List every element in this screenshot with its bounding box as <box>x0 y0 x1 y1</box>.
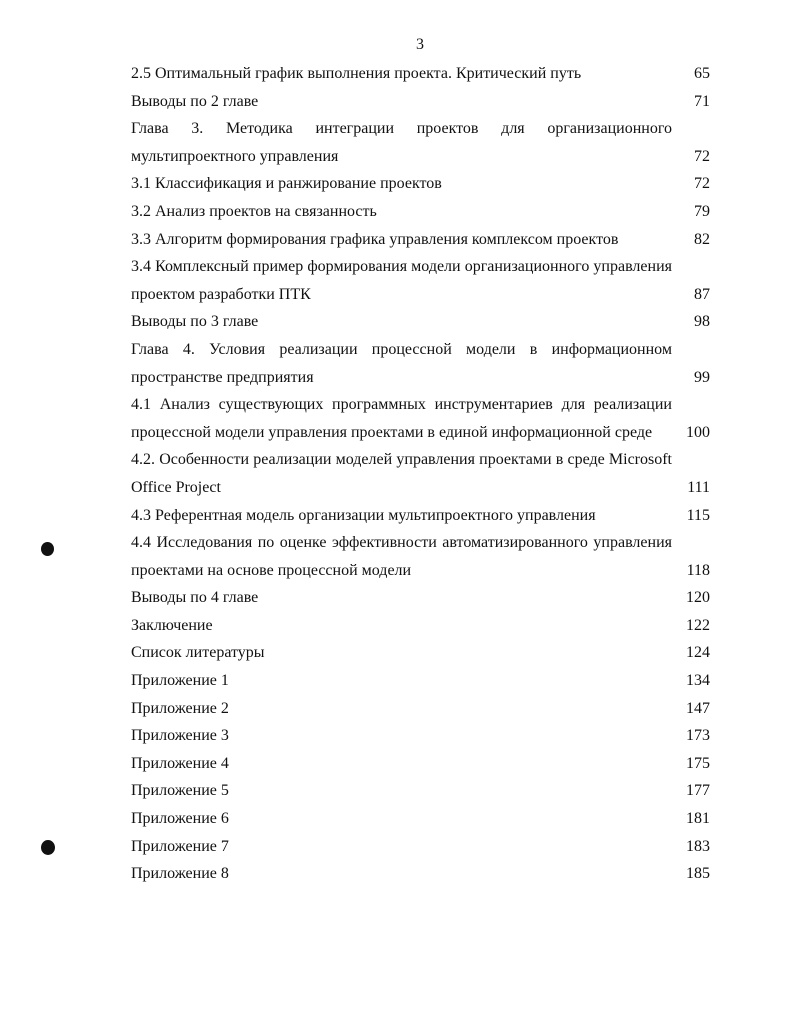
toc-entry-title: Приложение 1 <box>131 672 229 690</box>
toc-entry-page: 71 <box>694 92 710 110</box>
toc-entry-page: 183 <box>686 837 710 855</box>
toc-entry-page: 120 <box>686 589 710 607</box>
toc-entry <box>131 667 710 695</box>
toc-entry-page: 87 <box>694 285 710 303</box>
toc-entry <box>131 833 710 861</box>
toc-entry-title: Заключение <box>131 616 213 634</box>
toc-entry-title: 4.3 Референтная модель организации мультипроектного управления <box>131 506 596 524</box>
scan-hole-mark <box>41 840 55 855</box>
toc-entry <box>131 253 710 308</box>
toc-entry-page: 175 <box>686 754 710 772</box>
toc-entry-page: 72 <box>694 147 710 165</box>
toc-entry-page: 111 <box>687 478 710 496</box>
toc-entry <box>131 226 710 254</box>
toc-entry <box>131 391 710 446</box>
toc-entry <box>131 446 710 501</box>
toc-entry-title: Приложение 8 <box>131 865 229 883</box>
toc-entry <box>131 722 710 750</box>
toc-entry-title: Приложение 4 <box>131 754 229 772</box>
toc-entry-title: Выводы по 2 главе <box>131 92 259 110</box>
toc-entry <box>131 60 710 88</box>
toc-entry-title: 2.5 Оптимальный график выполнения проекта. Критический путь <box>131 65 582 82</box>
toc-entry <box>131 529 710 584</box>
toc-entry-page: 147 <box>686 699 710 717</box>
toc-entry <box>131 612 710 640</box>
toc-entry-title: Приложение 7 <box>131 837 229 855</box>
toc-entry-title: 4.2. Особенности реализации моделей управления проектами в среде Microsoft Office Project <box>131 451 672 496</box>
toc-entry-page: 122 <box>686 616 710 634</box>
toc-entry-title: 4.4 Исследования по оценке эффективности автоматизированного управления проектами на основе процессной модели <box>131 534 672 579</box>
toc-entry-page: 177 <box>686 782 710 800</box>
toc-entry-page: 82 <box>694 230 710 248</box>
scan-hole-mark <box>41 542 54 556</box>
toc-entry <box>131 336 710 391</box>
toc-entry-title: 3.2 Анализ проектов на связанность <box>131 202 377 220</box>
toc-entry-page: 79 <box>694 202 710 220</box>
table-of-contents <box>131 60 710 888</box>
toc-entry-page: 115 <box>686 506 710 524</box>
toc-entry-page: 118 <box>686 561 710 579</box>
toc-entry-page: 134 <box>686 672 710 690</box>
toc-entry <box>131 584 710 612</box>
page-number: 3 <box>416 36 424 53</box>
toc-entry-title: Глава 3. Методика интеграции проектов для организационного мультипроектного управления <box>131 120 672 165</box>
toc-entry <box>131 115 710 170</box>
toc-entry <box>131 805 710 833</box>
toc-entry-title: Приложение 5 <box>131 782 229 800</box>
toc-entry <box>131 750 710 778</box>
toc-entry <box>131 308 710 336</box>
toc-entry-title: 4.1 Анализ существующих программных инструментариев для реализации процессной модели управления проектами в единой информационной среде <box>131 396 672 441</box>
toc-entry-title: Глава 4. Условия реализации процессной модели в информационном пространстве предприятия <box>131 340 672 386</box>
toc-entry-title: Приложение 3 <box>131 727 229 745</box>
toc-entry-title: Приложение 2 <box>131 699 229 717</box>
toc-entry-title: 3.3 Алгоритм формирования графика управления комплексом проектов <box>131 230 619 248</box>
toc-entry-page: 98 <box>694 313 710 331</box>
toc-entry-title: 3.1 Классификация и ранжирование проектов <box>131 175 442 193</box>
toc-entry <box>131 198 710 226</box>
toc-entry-title: Список литературы <box>131 644 265 662</box>
toc-entry <box>131 88 710 116</box>
toc-entry-page: 72 <box>694 175 710 193</box>
toc-entry-page: 181 <box>686 810 710 828</box>
toc-entry <box>131 860 710 888</box>
toc-entry-page: 99 <box>694 368 710 386</box>
toc-entry <box>131 639 710 667</box>
toc-entry <box>131 170 710 198</box>
toc-entry <box>131 502 710 530</box>
toc-entry-title: Выводы по 3 главе <box>131 313 259 331</box>
toc-entry-page: 65 <box>694 65 710 82</box>
toc-entry <box>131 777 710 805</box>
toc-entry-title: 3.4 Комплексный пример формирования модели организационного управления проектом разработки ПТК <box>131 258 672 303</box>
toc-entry <box>131 695 710 723</box>
toc-entry-page: 185 <box>686 865 710 883</box>
toc-entry-title: Выводы по 4 главе <box>131 589 259 607</box>
toc-entry-page: 100 <box>686 423 710 441</box>
toc-entry-page: 124 <box>686 644 710 662</box>
toc-entry-title: Приложение 6 <box>131 810 229 828</box>
toc-entry-page: 173 <box>686 727 710 745</box>
